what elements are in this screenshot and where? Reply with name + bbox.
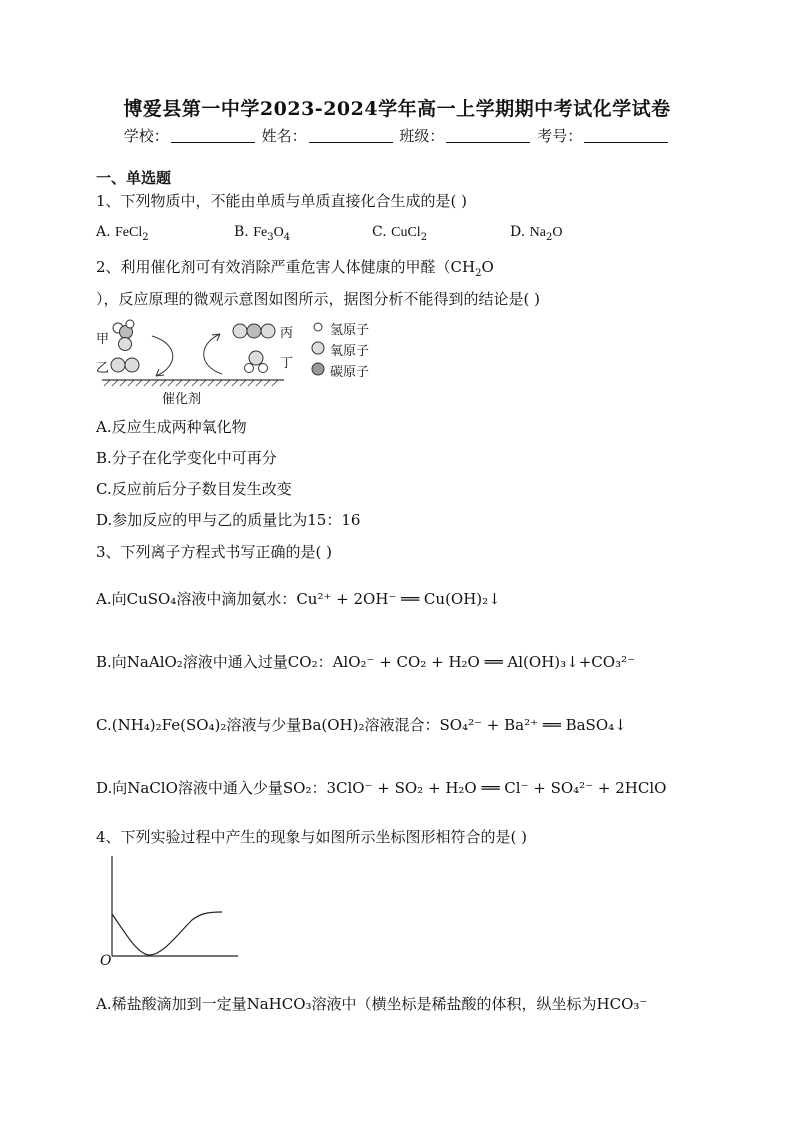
- q1-b-formula2: O: [273, 225, 284, 240]
- q2-stem1-sub: 2: [475, 268, 482, 279]
- q1-c-formula: CuCl: [391, 225, 421, 240]
- graph-curve: [112, 912, 222, 955]
- q4-coordinate-graph: [96, 852, 246, 972]
- ding-h-atom-1: [245, 364, 254, 373]
- q2-stem-line1: [96, 256, 494, 279]
- q2-stem-line2: ），反应原理的微观示意图如图所示，据图分析不能得到的结论是( ): [96, 290, 540, 308]
- label-bing: 丙: [280, 326, 294, 341]
- number-blank[interactable]: [584, 128, 668, 143]
- class-blank[interactable]: [446, 128, 530, 143]
- q1-a-prefix: A.: [96, 224, 111, 240]
- label-ding: 丁: [280, 356, 294, 371]
- jia-o-atom: [119, 338, 132, 351]
- q1-option-b[interactable]: [234, 224, 290, 243]
- q2-option-d[interactable]: D.参加反应的甲与乙的质量比为15：16: [96, 511, 361, 529]
- school-label: 学校：: [123, 127, 169, 145]
- q2-stem1-end: O: [481, 258, 494, 276]
- q1-a-formula: FeCl: [115, 225, 143, 240]
- q4-option-a[interactable]: A.稀盐酸滴加到一定量NaHCO₃溶液中（横坐标是稀盐酸的体积，纵坐标为HCO₃⁻: [96, 995, 648, 1013]
- q1-b-formula: Fe: [253, 225, 268, 240]
- catalyst-hatching: [104, 380, 278, 386]
- legend-o-label: 氧原子: [330, 344, 370, 359]
- q1-d-formula: Na: [529, 225, 546, 240]
- yi-o-atom-1: [111, 358, 125, 372]
- q1-b-sub2: 4: [283, 231, 291, 243]
- jia-h-atom-2: [126, 320, 134, 328]
- q1-option-a[interactable]: [96, 224, 149, 243]
- graph-origin-label: O: [100, 953, 112, 969]
- class-label: 班级：: [399, 127, 445, 145]
- q4-stem: 4、下列实验过程中产生的现象与如图所示坐标图形相符合的是( ): [96, 828, 528, 846]
- q1-d-prefix: D.: [510, 224, 526, 240]
- q1-d-formula2: O: [552, 225, 563, 240]
- q1-d-sub: 2: [545, 231, 553, 243]
- label-catalyst: 催化剂: [162, 392, 202, 407]
- q2-option-c[interactable]: C.反应前后分子数目发生改变: [96, 480, 292, 498]
- q3-option-d[interactable]: D.向NaClO溶液中通入少量SO₂：3ClO⁻ + SO₂ + H₂O ══ Cl⁻ + SO₄²⁻ + 2HClO: [96, 779, 667, 797]
- name-label: 姓名：: [261, 127, 307, 145]
- page-title: 博爱县第一中学2023-2024学年高一上学期期中考试化学试卷: [123, 98, 671, 120]
- label-yi: 乙: [96, 361, 110, 376]
- q3-option-a[interactable]: A.向CuSO₄溶液中滴加氨水：Cu²⁺ + 2OH⁻ ══ Cu(OH)₂↓: [96, 590, 501, 608]
- q1-b-sub1: 3: [267, 231, 274, 243]
- ding-o-atom: [249, 351, 263, 365]
- q1-option-c[interactable]: [372, 224, 427, 243]
- legend-h-label: 氢原子: [330, 323, 370, 338]
- q3-option-b[interactable]: B.向NaAlO₂溶液中通入过量CO₂：AlO₂⁻ + CO₂ + H₂O ══ Al(OH)₃↓+CO₃²⁻: [96, 653, 636, 671]
- section-title: 一、单选题: [96, 169, 172, 187]
- q2-stem1-text: 2、利用催化剂可有效消除严重危害人体健康的甲醛（CH: [96, 258, 476, 276]
- name-blank[interactable]: [309, 128, 393, 143]
- arrow-up-curve: [204, 334, 222, 374]
- bing-o-atom-2: [261, 324, 275, 338]
- bing-c-atom: [247, 324, 261, 338]
- q3-option-c[interactable]: C.(NH₄)₂Fe(SO₄)₂溶液与少量Ba(OH)₂溶液混合：SO₄²⁻ + Ba²⁺ ══ BaSO₄↓: [96, 716, 627, 734]
- school-blank[interactable]: [171, 128, 255, 143]
- q1-stem: 1、下列物质中，不能由单质与单质直接化合生成的是( ): [96, 192, 468, 210]
- q2-option-b[interactable]: B.分子在化学变化中可再分: [96, 449, 277, 467]
- legend-h-symbol: [314, 323, 322, 331]
- q1-b-prefix: B.: [234, 224, 249, 240]
- student-info-row: [0, 125, 794, 146]
- legend-c-symbol: [312, 363, 324, 375]
- ding-h-atom-2: [259, 364, 268, 373]
- arrow-down-curve: [152, 336, 173, 376]
- yi-o-atom-2: [125, 358, 139, 372]
- q1-a-sub: 2: [142, 231, 149, 243]
- q3-stem: 3、下列离子方程式书写正确的是( ): [96, 543, 333, 561]
- legend-o-symbol: [312, 342, 324, 354]
- q1-c-sub: 2: [420, 231, 428, 243]
- bing-o-atom-1: [233, 324, 247, 338]
- number-label: 考号：: [537, 127, 583, 145]
- legend-c-label: 碳原子: [330, 365, 370, 380]
- q1-c-prefix: C.: [372, 224, 387, 240]
- q1-option-d[interactable]: [510, 224, 562, 243]
- label-jia: 甲: [96, 332, 110, 347]
- q2-option-a[interactable]: A.反应生成两种氧化物: [96, 418, 247, 436]
